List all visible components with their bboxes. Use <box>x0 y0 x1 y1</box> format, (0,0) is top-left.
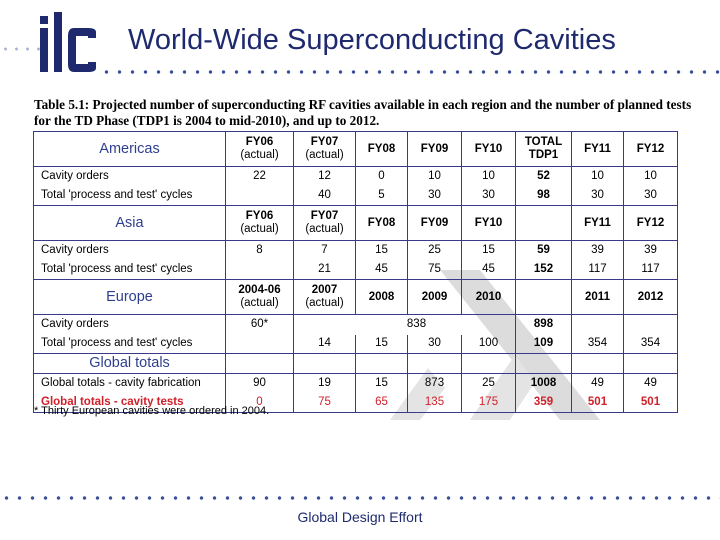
cell: 117 <box>624 261 678 280</box>
cell: 40 <box>294 187 356 206</box>
cell-total: 109 <box>516 335 572 354</box>
header-cell: FY06 (actual) <box>226 132 294 167</box>
header-cell: 2012 <box>624 280 678 315</box>
table-row <box>34 167 678 187</box>
cell: 15 <box>462 241 516 261</box>
cell-total: 1008 <box>516 374 572 394</box>
europe-header-row <box>34 280 678 315</box>
header-cell: 2010 <box>462 280 516 315</box>
ilc-logo <box>38 12 100 76</box>
region-americas: Americas <box>34 132 226 167</box>
header-cell: FY10 <box>462 132 516 167</box>
region-europe: Europe <box>34 280 226 315</box>
row-label: Cavity orders <box>34 241 226 261</box>
cell <box>624 354 678 374</box>
cell: 10 <box>624 167 678 187</box>
americas-header-row <box>34 132 678 167</box>
row-label: Global totals - cavity tests <box>34 394 226 413</box>
header-cell: 2007 (actual) <box>294 280 356 315</box>
header-cell-total <box>516 280 572 315</box>
cell: 21 <box>294 261 356 280</box>
cell: 5 <box>356 187 408 206</box>
cell <box>226 187 294 206</box>
cell <box>624 315 678 335</box>
cell-merged: 838 <box>294 315 516 335</box>
row-label: Global totals - cavity fabrication <box>34 374 226 394</box>
cell <box>462 354 516 374</box>
asia-header-row <box>34 206 678 241</box>
cell: 49 <box>572 374 624 394</box>
cell <box>226 354 294 374</box>
cell: 39 <box>624 241 678 261</box>
dotted-divider-left <box>0 47 40 51</box>
header-cell: FY12 <box>624 206 678 241</box>
cell-total: 359 <box>516 394 572 413</box>
cell: 15 <box>356 374 408 394</box>
cell: 30 <box>408 335 462 354</box>
cell: 873 <box>408 374 462 394</box>
header-cell-total <box>516 206 572 241</box>
cell: 30 <box>624 187 678 206</box>
table-footnote: * Thirty European cavities were ordered in 2004. <box>34 405 270 417</box>
cell: 30 <box>408 187 462 206</box>
header-cell: FY06 (actual) <box>226 206 294 241</box>
cell <box>572 354 624 374</box>
cell <box>516 354 572 374</box>
cell: 60* <box>226 315 294 335</box>
header-cell: 2008 <box>356 280 408 315</box>
cell: 90 <box>226 374 294 394</box>
cell <box>226 261 294 280</box>
header-cell: 2011 <box>572 280 624 315</box>
dotted-divider-top <box>100 70 720 74</box>
header-cell: FY10 <box>462 206 516 241</box>
table-caption: Table 5.1: Projected number of superconducting RF cavities available in each region and the number of planned tests for the TD Phase (TDP1 is 2004 to mid-2010), and up to 2012. <box>34 97 692 128</box>
cell-total: 59 <box>516 241 572 261</box>
header-cell: 2009 <box>408 280 462 315</box>
footer-text: Global Design Effort <box>297 509 423 525</box>
cavities-table <box>33 131 678 413</box>
cell: 45 <box>356 261 408 280</box>
row-label: Total 'process and test' cycles <box>34 187 226 206</box>
table-row <box>34 261 678 280</box>
cell: 354 <box>572 335 624 354</box>
header-cell: FY11 <box>572 132 624 167</box>
cell: 15 <box>356 335 408 354</box>
table-row <box>34 315 678 335</box>
cell: 65 <box>356 394 408 413</box>
cell: 175 <box>462 394 516 413</box>
cell: 22 <box>226 167 294 187</box>
cell: 15 <box>356 241 408 261</box>
cell: 354 <box>624 335 678 354</box>
cell: 8 <box>226 241 294 261</box>
dotted-divider-bottom <box>0 496 720 500</box>
cell: 49 <box>624 374 678 394</box>
cell: 39 <box>572 241 624 261</box>
cell: 45 <box>462 261 516 280</box>
cell: 25 <box>408 241 462 261</box>
region-global: Global totals <box>34 354 226 374</box>
cell <box>408 354 462 374</box>
row-label: Total 'process and test' cycles <box>34 261 226 280</box>
table-row <box>34 241 678 261</box>
cell <box>294 354 356 374</box>
header-cell: FY12 <box>624 132 678 167</box>
row-label: Total 'process and test' cycles <box>34 335 226 354</box>
cell-total: 98 <box>516 187 572 206</box>
header-cell: FY09 <box>408 132 462 167</box>
header-cell: FY08 <box>356 206 408 241</box>
row-label: Cavity orders <box>34 167 226 187</box>
cell: 10 <box>462 167 516 187</box>
cell-total: 152 <box>516 261 572 280</box>
cell: 100 <box>462 335 516 354</box>
cell <box>572 315 624 335</box>
cell: 10 <box>408 167 462 187</box>
table-row <box>34 335 678 354</box>
cell <box>226 335 294 354</box>
cell: 30 <box>462 187 516 206</box>
cell: 75 <box>408 261 462 280</box>
cell: 501 <box>572 394 624 413</box>
cell: 135 <box>408 394 462 413</box>
header-cell: FY07 (actual) <box>294 206 356 241</box>
cell: 75 <box>294 394 356 413</box>
region-asia: Asia <box>34 206 226 241</box>
cell: 501 <box>624 394 678 413</box>
cell-total: 898 <box>516 315 572 335</box>
cell: 14 <box>294 335 356 354</box>
page-title: World-Wide Superconducting Cavities <box>128 24 616 56</box>
cell: 19 <box>294 374 356 394</box>
cell: 0 <box>226 394 294 413</box>
header-cell: FY11 <box>572 206 624 241</box>
cell: 0 <box>356 167 408 187</box>
table-row <box>34 187 678 206</box>
cell: 10 <box>572 167 624 187</box>
header-cell: FY09 <box>408 206 462 241</box>
cell: 25 <box>462 374 516 394</box>
global-header-row <box>34 354 678 374</box>
cell: 30 <box>572 187 624 206</box>
cell: 117 <box>572 261 624 280</box>
cell-total: 52 <box>516 167 572 187</box>
header-cell-total: TOTAL TDP1 <box>516 132 572 167</box>
cell: 7 <box>294 241 356 261</box>
table-row <box>34 374 678 394</box>
row-label: Cavity orders <box>34 315 226 335</box>
header-cell: FY07 (actual) <box>294 132 356 167</box>
header-cell: 2004-06 (actual) <box>226 280 294 315</box>
cell <box>356 354 408 374</box>
cell: 12 <box>294 167 356 187</box>
header-cell: FY08 <box>356 132 408 167</box>
